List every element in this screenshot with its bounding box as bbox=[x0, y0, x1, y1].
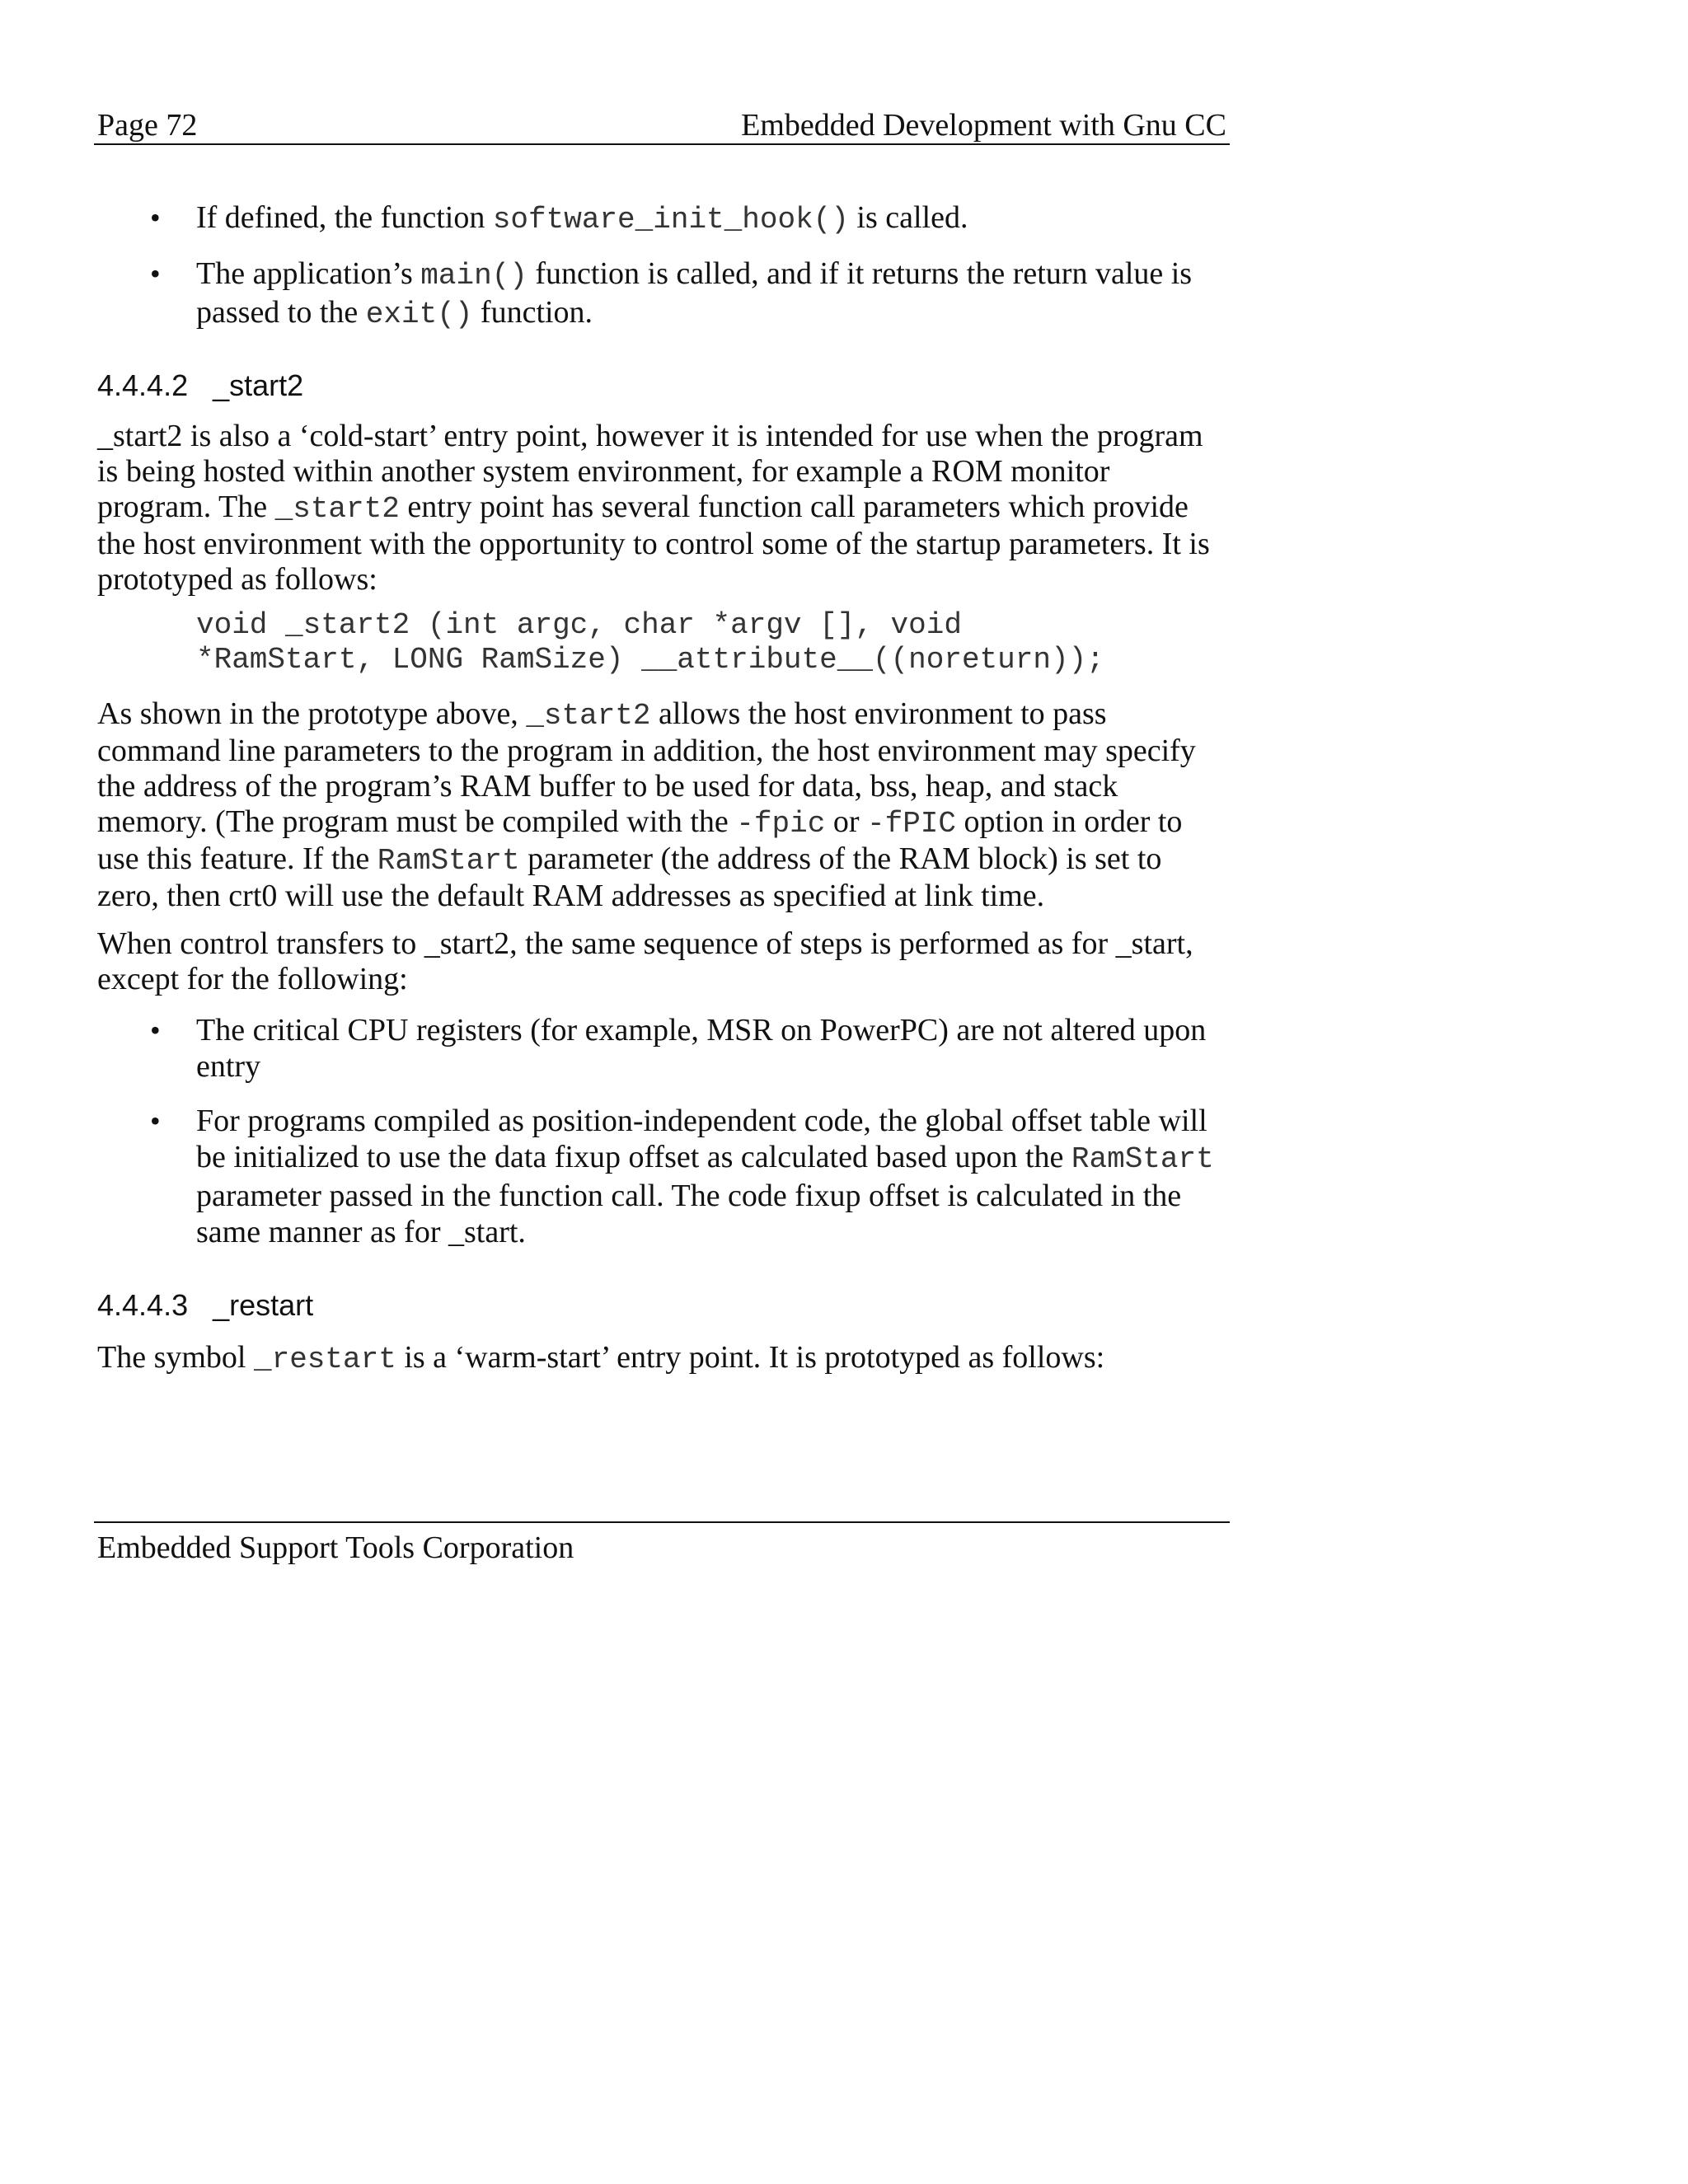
section-number: 4.4.4.3 bbox=[97, 1288, 189, 1322]
inline-code: -fPIC bbox=[866, 807, 957, 841]
code-line: void _start2 (int argc, char *argv [], void bbox=[196, 608, 962, 642]
section-title: _start2 bbox=[213, 368, 304, 402]
document-page: Page 72 Embedded Development with Gnu CC • If defined, the function software_init_hook() is called. • The application’s main() function is called, and if it returns the return value is passed to the exit() function. 4.4.4.2 _start2 _start2 is also a ‘cold-start’ entry point, however it is intended for use when the program is being hosted within another system environment, for example a ROM monitor program. The _start2 entry point has several function call parameters which provide the host environment with the opportunity to control some of the startup parameters. It is prototyped as follows: void _start2 (int argc, char *argv [], void *RamStart, LONG RamSize) __attribute__((noreturn)); As shown in the prototype above, _start2 allows the host environment to pass command line parameters to the program in addition, the host environment may specify the address of the program’s RAM buffer to be used for data, bss, heap, and stack memory. (The program must be compiled with the -fpic or -fPIC option in order to use this feature. If the RamStart parameter (the address of the RAM block) is set to zero, then crt0 will use the default RAM addresses as specified at link time. When control transfers to _start2, the same sequence of steps is performed as for _start, except for the following: • The critical CPU registers (for example, MSR on PowerPC) are not altered upon entry • For programs compiled as position-independent code, the global offset table will be initialized to use the data fixup offset as calculated based upon the RamStart parameter passed in the function call. The code fixup offset is calculated in the same manner as for _start. 4.4.4.3 _restart The symbol _restart is a ‘warm-start’ entry point. It is prototyped as follows: Embedded Support Tools Corporation bbox=[0, 0, 1688, 2184]
section-heading bbox=[97, 1287, 313, 1324]
page-footer: Embedded Support Tools Corporation bbox=[97, 1530, 574, 1565]
paragraph: _start2 is also a ‘cold-start’ entry point, however it is intended for use when the program is being hosted within another system environment, for example a ROM monitor program. The _start2 entry point has several function call parameters which provide the host environment with the opportunity to control some of the startup parameters. It is prototyped as follows: bbox=[97, 419, 1210, 597]
paragraph: The symbol _restart is a ‘warm-start’ entry point. It is prototyped as follows: bbox=[97, 1340, 1105, 1376]
header-rule bbox=[94, 143, 1230, 145]
section-heading bbox=[97, 368, 303, 404]
page-header bbox=[97, 101, 1226, 143]
inline-code: _start2 bbox=[274, 492, 400, 526]
inline-code: -fpic bbox=[736, 807, 826, 841]
inline-code: RamStart bbox=[1071, 1142, 1214, 1176]
bullet-icon: • bbox=[150, 257, 161, 290]
paragraph: As shown in the prototype above, _start2 allows the host environment to pass command line parameters to the program in addition, the host environment may specify the address of the program’s RAM buffer to be used for data, bss, heap, and stack memory. (The program must be compiled with the -fpic or -fPIC option in order to use this feature. If the RamStart parameter (the address of the RAM block) is set to zero, then crt0 will use the default RAM addresses as specified at link time. bbox=[97, 696, 1196, 913]
inline-code: _restart bbox=[253, 1343, 396, 1376]
inline-code: software_init_hook() bbox=[492, 203, 849, 237]
bullet-icon: • bbox=[150, 1104, 161, 1137]
inline-code: RamStart bbox=[377, 844, 520, 878]
section-title: _restart bbox=[213, 1288, 314, 1322]
page-number: Page 72 bbox=[97, 108, 198, 143]
section-number: 4.4.4.2 bbox=[97, 368, 189, 402]
bullet-icon: • bbox=[150, 1014, 161, 1047]
inline-code: _start2 bbox=[526, 699, 651, 733]
running-title: Embedded Development with Gnu CC bbox=[741, 108, 1226, 143]
bullet-icon: • bbox=[150, 201, 161, 234]
code-line: *RamStart, LONG RamSize) __attribute__((noreturn)); bbox=[196, 643, 1104, 677]
code-block bbox=[196, 608, 1226, 677]
inline-code: exit() bbox=[365, 298, 473, 331]
inline-code: main() bbox=[420, 259, 528, 293]
paragraph: When control transfers to _start2, the same sequence of steps is performed as for _start, except for the following: bbox=[97, 926, 1193, 996]
